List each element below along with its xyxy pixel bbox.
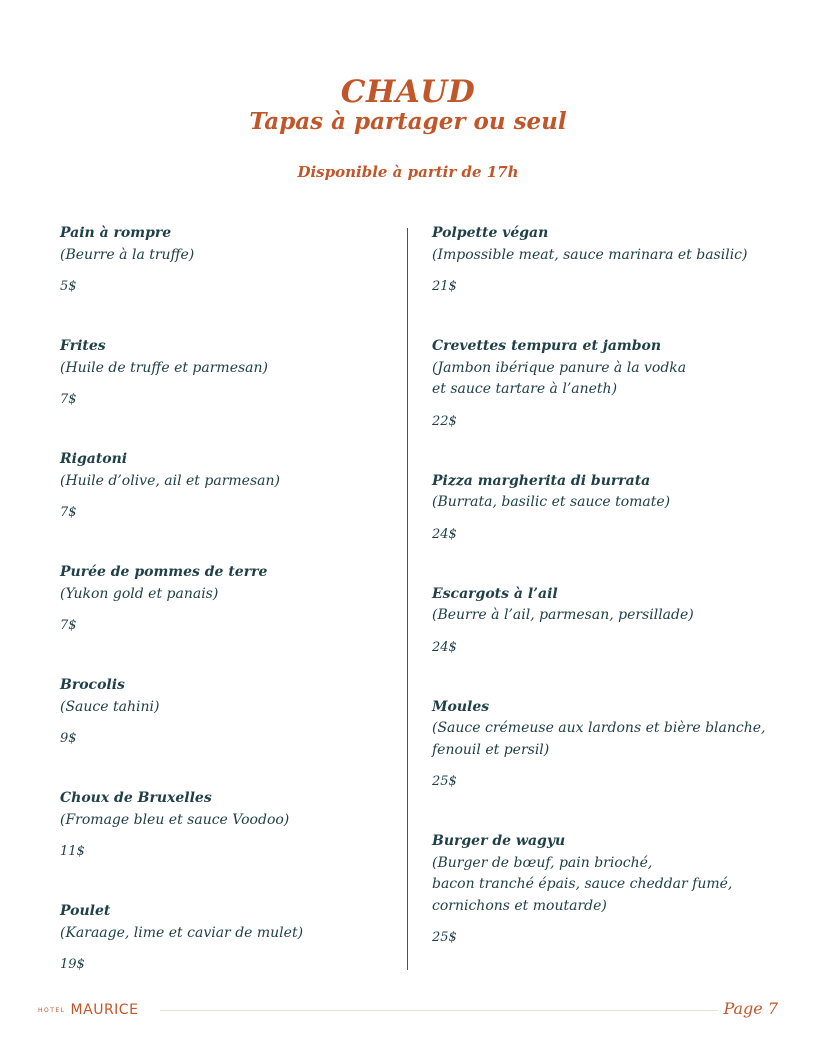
menu-item-name: Rigatoni — [60, 451, 128, 467]
menu-item — [432, 697, 782, 792]
menu-item-price: 24$ — [432, 526, 457, 542]
column-divider — [407, 228, 408, 970]
menu-item-description: et sauce tartare à l’aneth) — [432, 381, 618, 397]
menu-item-price: 19$ — [60, 957, 85, 972]
logo-small-text: HOTEL — [38, 1006, 66, 1014]
menu-item-name: Poulet — [60, 903, 111, 919]
menu-item-price: 7$ — [60, 392, 77, 407]
menu-item-description: (Burger de bœuf, pain brioché, — [432, 854, 653, 871]
menu-item-description: (Sauce tahini) — [60, 698, 160, 715]
menu-item — [432, 223, 782, 296]
menu-item-price: 25$ — [432, 930, 457, 945]
menu-item-description: (Beurre à la truffe) — [60, 246, 195, 263]
menu-item-price: 22$ — [432, 413, 457, 429]
menu-item-price: 11$ — [60, 844, 85, 859]
menu-item-price: 7$ — [60, 618, 77, 633]
menu-item-description: (Yukon gold et panais) — [60, 585, 219, 602]
menu-column-right — [432, 223, 782, 987]
menu-item-description: cornichons et moutarde) — [432, 897, 607, 914]
section-title: CHAUD — [340, 74, 476, 110]
menu-item-name: Purée de pommes de terre — [60, 564, 268, 580]
menu-item-description: (Karaage, lime et caviar de mulet) — [60, 924, 304, 941]
menu-item-description: (Sauce crémeuse aux lardons et bière blanche, — [432, 720, 766, 736]
menu-item-description: (Huile d’olive, ail et parmesan) — [60, 472, 280, 489]
menu-item — [432, 336, 782, 431]
menu-item — [60, 562, 390, 635]
menu-item-name: Pain à rompre — [60, 225, 172, 241]
menu-item — [60, 336, 390, 409]
menu-item-name: Burger de wagyu — [432, 833, 566, 849]
menu-item-price: 24$ — [432, 639, 457, 655]
menu-item — [60, 675, 390, 748]
menu-column-left — [60, 223, 390, 1014]
menu-item-price: 9$ — [60, 731, 77, 746]
menu-item — [432, 831, 782, 947]
menu-item — [60, 223, 390, 296]
menu-item-name: Frites — [60, 338, 106, 354]
menu-item — [60, 788, 390, 861]
menu-item — [60, 449, 390, 522]
menu-item-description: (Burrata, basilic et sauce tomate) — [432, 494, 671, 510]
logo-big-text: MAURICE — [70, 1002, 139, 1018]
menu-item-name: Choux de Bruxelles — [60, 790, 212, 806]
menu-item-price: 25$ — [432, 774, 457, 789]
menu-item-description: bacon tranché épais, sauce cheddar fumé, — [432, 876, 733, 892]
menu-item-description: (Impossible meat, sauce marinara et basilic) — [432, 246, 748, 263]
menu-item — [432, 471, 782, 544]
menu-item-price: 21$ — [432, 279, 457, 294]
menu-item-name: Crevettes tempura et jambon — [432, 338, 662, 354]
section-subtitle: Tapas à partager ou seul — [249, 108, 567, 135]
menu-item — [60, 901, 390, 974]
menu-item-description: (Beurre à l’ail, parmesan, persillade) — [432, 607, 694, 623]
menu-item-name: Moules — [432, 698, 490, 715]
menu-item-price: 7$ — [60, 505, 77, 520]
availability-note: Disponible à partir de 17h — [297, 163, 519, 181]
menu-item-price: 5$ — [60, 279, 77, 294]
menu-item-name: Brocolis — [60, 677, 125, 693]
menu-item-description: (Huile de truffe et parmesan) — [60, 359, 268, 376]
page-number: Page 7 — [723, 999, 778, 1018]
menu-item-name: Polpette végan — [432, 225, 549, 241]
menu-item — [432, 584, 782, 657]
hotel-logo — [38, 1000, 138, 1020]
footer-divider — [160, 1010, 718, 1011]
menu-item-name: Pizza margherita di burrata — [432, 472, 651, 489]
menu-item-description: (Jambon ibérique panure à la vodka — [432, 359, 687, 376]
menu-item-description: (Fromage bleu et sauce Voodoo) — [60, 811, 290, 828]
menu-item-description: fenouil et persil) — [432, 741, 550, 758]
menu-item-name: Escargots à l’ail — [432, 585, 558, 602]
